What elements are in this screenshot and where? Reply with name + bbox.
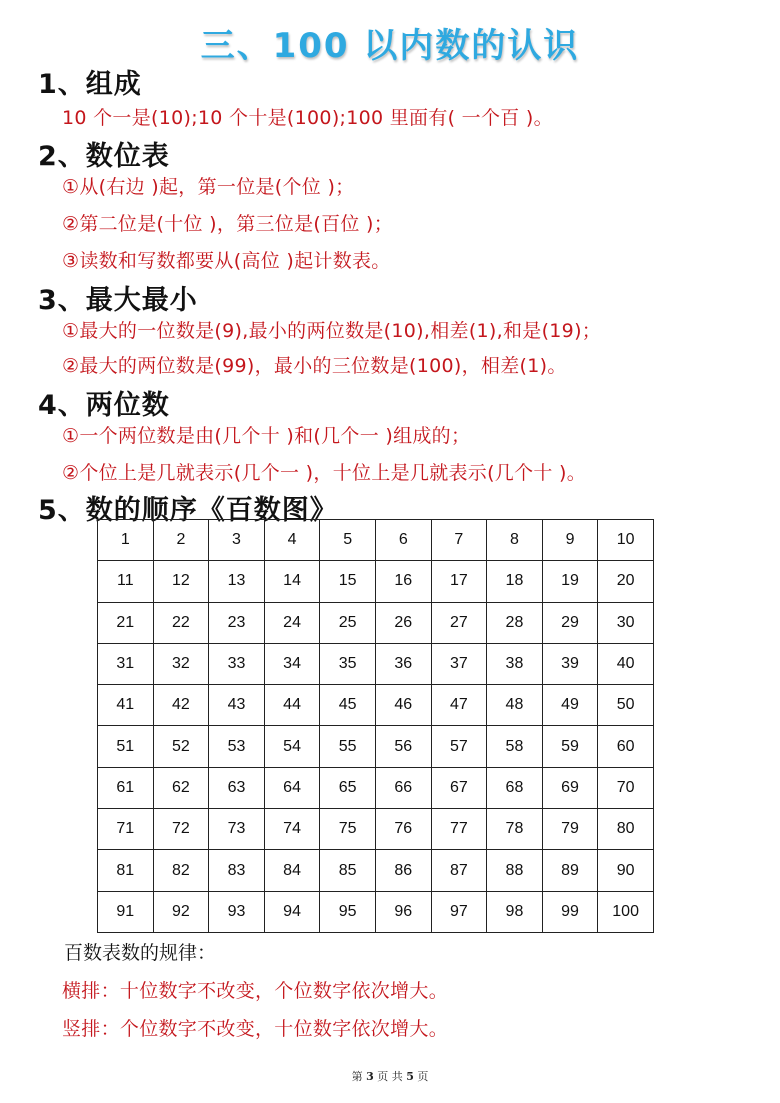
- hundred-chart-row: [98, 891, 654, 932]
- hundred-chart-cell: 2: [153, 520, 209, 561]
- hundred-chart-cell: 22: [153, 602, 209, 643]
- hundred-chart-cell: 18: [487, 561, 543, 602]
- hundred-chart-cell: 78: [487, 809, 543, 850]
- hundred-chart-cell: 98: [487, 891, 543, 932]
- hundred-chart-cell: 87: [431, 850, 487, 891]
- hundred-chart-cell: 62: [153, 767, 209, 808]
- hundred-chart-cell: 95: [320, 891, 376, 932]
- hundred-chart-cell: 48: [487, 685, 543, 726]
- hundred-chart-cell: 43: [209, 685, 265, 726]
- hundred-chart-cell: 96: [375, 891, 431, 932]
- hundred-chart-cell: 31: [98, 643, 154, 684]
- hundred-chart-cell: 99: [542, 891, 598, 932]
- hundred-chart-cell: 61: [98, 767, 154, 808]
- hundred-chart-cell: 24: [264, 602, 320, 643]
- hundred-chart-cell: 91: [98, 891, 154, 932]
- hundred-chart-row: [98, 685, 654, 726]
- hundred-chart-cell: 93: [209, 891, 265, 932]
- hundred-chart-cell: 51: [98, 726, 154, 767]
- hundred-chart-cell: 20: [598, 561, 654, 602]
- hundred-chart-cell: 29: [542, 602, 598, 643]
- hundred-chart-cell: 74: [264, 809, 320, 850]
- hundred-chart-cell: 16: [375, 561, 431, 602]
- hundred-chart-cell: 23: [209, 602, 265, 643]
- hundred-chart-cell: 79: [542, 809, 598, 850]
- hundred-chart-cell: 26: [375, 602, 431, 643]
- hundred-chart-row: [98, 643, 654, 684]
- hundred-chart-cell: 59: [542, 726, 598, 767]
- hundred-chart-cell: 71: [98, 809, 154, 850]
- hundred-chart-cell: 45: [320, 685, 376, 726]
- hundred-chart-cell: 10: [598, 520, 654, 561]
- footer-total-pages: 5: [406, 1070, 414, 1083]
- hundred-chart-cell: 83: [209, 850, 265, 891]
- hundred-chart-cell: 12: [153, 561, 209, 602]
- hundred-chart-cell: 25: [320, 602, 376, 643]
- hundred-chart-cell: 4: [264, 520, 320, 561]
- hundred-chart-cell: 44: [264, 685, 320, 726]
- hundred-chart-cell: 97: [431, 891, 487, 932]
- hundred-chart-cell: 73: [209, 809, 265, 850]
- hundred-chart-cell: 88: [487, 850, 543, 891]
- footer-page-number: 3: [366, 1070, 374, 1083]
- max-min-line-2: ②最大的两位数是(99)，最小的三位数是(100)，相差(1)。: [62, 355, 567, 377]
- section-heading-two-digit: 4、两位数: [38, 390, 170, 421]
- hundred-chart-cell: 84: [264, 850, 320, 891]
- hundred-chart-cell: 32: [153, 643, 209, 684]
- hundred-chart-cell: 65: [320, 767, 376, 808]
- hundred-chart-cell: 60: [598, 726, 654, 767]
- hundred-chart-cell: 19: [542, 561, 598, 602]
- hundred-chart-cell: 41: [98, 685, 154, 726]
- hundred-chart-cell: 69: [542, 767, 598, 808]
- hundred-chart-row: [98, 850, 654, 891]
- hundred-chart-cell: 35: [320, 643, 376, 684]
- hundred-chart-cell: 37: [431, 643, 487, 684]
- hundred-chart-cell: 33: [209, 643, 265, 684]
- section-heading-max-min: 3、最大最小: [38, 285, 198, 316]
- hundred-chart-cell: 34: [264, 643, 320, 684]
- composition-line-1: 10 个一是(10);10 个十是(100);100 里面有( 一个百 )。: [62, 107, 553, 129]
- hundred-chart-cell: 1: [98, 520, 154, 561]
- hundred-chart-cell: 55: [320, 726, 376, 767]
- place-value-line-3: ③读数和写数都要从(高位 )起计数表。: [62, 250, 391, 272]
- hundred-chart-cell: 27: [431, 602, 487, 643]
- hundred-chart-cell: 90: [598, 850, 654, 891]
- page-footer: [0, 1068, 780, 1084]
- hundred-chart-cell: 56: [375, 726, 431, 767]
- hundred-chart-cell: 80: [598, 809, 654, 850]
- hundred-chart-cell: 50: [598, 685, 654, 726]
- hundred-chart-cell: 46: [375, 685, 431, 726]
- hundred-chart-cell: 70: [598, 767, 654, 808]
- hundred-chart-cell: 82: [153, 850, 209, 891]
- hundred-chart-cell: 47: [431, 685, 487, 726]
- hundred-chart-cell: 36: [375, 643, 431, 684]
- hundred-chart-cell: 15: [320, 561, 376, 602]
- section-heading-composition: 1、组成: [38, 69, 142, 100]
- hundred-chart-row: [98, 602, 654, 643]
- section-heading-number-order: 5、数的顺序《百数图》: [38, 495, 338, 526]
- hundred-chart-cell: 63: [209, 767, 265, 808]
- hundred-chart-cell: 28: [487, 602, 543, 643]
- hundred-chart-cell: 49: [542, 685, 598, 726]
- hundred-chart-cell: 13: [209, 561, 265, 602]
- hundred-chart-cell: 94: [264, 891, 320, 932]
- hundred-chart-cell: 7: [431, 520, 487, 561]
- hundred-chart-cell: 40: [598, 643, 654, 684]
- hundred-chart-cell: 38: [487, 643, 543, 684]
- hundred-chart-cell: 3: [209, 520, 265, 561]
- hundred-chart-cell: 17: [431, 561, 487, 602]
- hundred-chart-row: [98, 520, 654, 561]
- hundred-chart-cell: 76: [375, 809, 431, 850]
- rule-line-column: 竖排：个位数字不改变，十位数字依次增大。: [62, 1018, 449, 1040]
- hundred-chart-cell: 9: [542, 520, 598, 561]
- hundred-chart-cell: 89: [542, 850, 598, 891]
- hundred-chart-cell: 100: [598, 891, 654, 932]
- place-value-line-2: ②第二位是(十位 )，第三位是(百位 )；: [62, 213, 394, 235]
- hundred-chart-cell: 11: [98, 561, 154, 602]
- hundred-chart-cell: 54: [264, 726, 320, 767]
- section-heading-place-value: 2、数位表: [38, 141, 170, 172]
- hundred-chart-cell: 85: [320, 850, 376, 891]
- rule-line-row: 横排：十位数字不改变，个位数字依次增大。: [62, 980, 449, 1002]
- rules-title: 百数表数的规律：: [64, 942, 217, 964]
- hundred-chart-cell: 8: [487, 520, 543, 561]
- hundred-chart-cell: 57: [431, 726, 487, 767]
- footer-middle: 页 共: [377, 1070, 403, 1083]
- hundred-chart-row: [98, 809, 654, 850]
- hundred-chart-cell: 86: [375, 850, 431, 891]
- hundred-chart-cell: 77: [431, 809, 487, 850]
- hundred-chart-cell: 42: [153, 685, 209, 726]
- hundred-chart-row: [98, 726, 654, 767]
- hundred-chart-row: [98, 767, 654, 808]
- hundred-chart-row: [98, 561, 654, 602]
- hundred-chart-cell: 53: [209, 726, 265, 767]
- hundred-chart-cell: 81: [98, 850, 154, 891]
- place-value-line-1: ①从(右边 )起，第一位是(个位 )；: [62, 176, 355, 198]
- max-min-line-1: ①最大的一位数是(9),最小的两位数是(10),相差(1),和是(19)；: [62, 320, 602, 342]
- hundred-chart-cell: 21: [98, 602, 154, 643]
- hundred-chart-cell: 6: [375, 520, 431, 561]
- hundred-chart-cell: 68: [487, 767, 543, 808]
- hundred-chart-cell: 39: [542, 643, 598, 684]
- hundred-chart-cell: 75: [320, 809, 376, 850]
- hundred-chart-cell: 67: [431, 767, 487, 808]
- hundred-chart-cell: 5: [320, 520, 376, 561]
- footer-prefix: 第: [351, 1070, 363, 1083]
- hundred-chart-cell: 72: [153, 809, 209, 850]
- hundred-chart-cell: 52: [153, 726, 209, 767]
- hundred-chart-cell: 66: [375, 767, 431, 808]
- two-digit-line-1: ①一个两位数是由(几个十 )和(几个一 )组成的；: [62, 425, 471, 447]
- two-digit-line-2: ②个位上是几就表示(几个一 )，十位上是几就表示(几个十 )。: [62, 462, 587, 484]
- hundred-chart: [97, 519, 654, 933]
- hundred-chart-cell: 92: [153, 891, 209, 932]
- hundred-chart-cell: 64: [264, 767, 320, 808]
- footer-suffix: 页: [417, 1070, 429, 1083]
- page-title: 三、100 以内数的认识: [200, 26, 580, 66]
- hundred-chart-cell: 30: [598, 602, 654, 643]
- hundred-chart-cell: 58: [487, 726, 543, 767]
- hundred-chart-cell: 14: [264, 561, 320, 602]
